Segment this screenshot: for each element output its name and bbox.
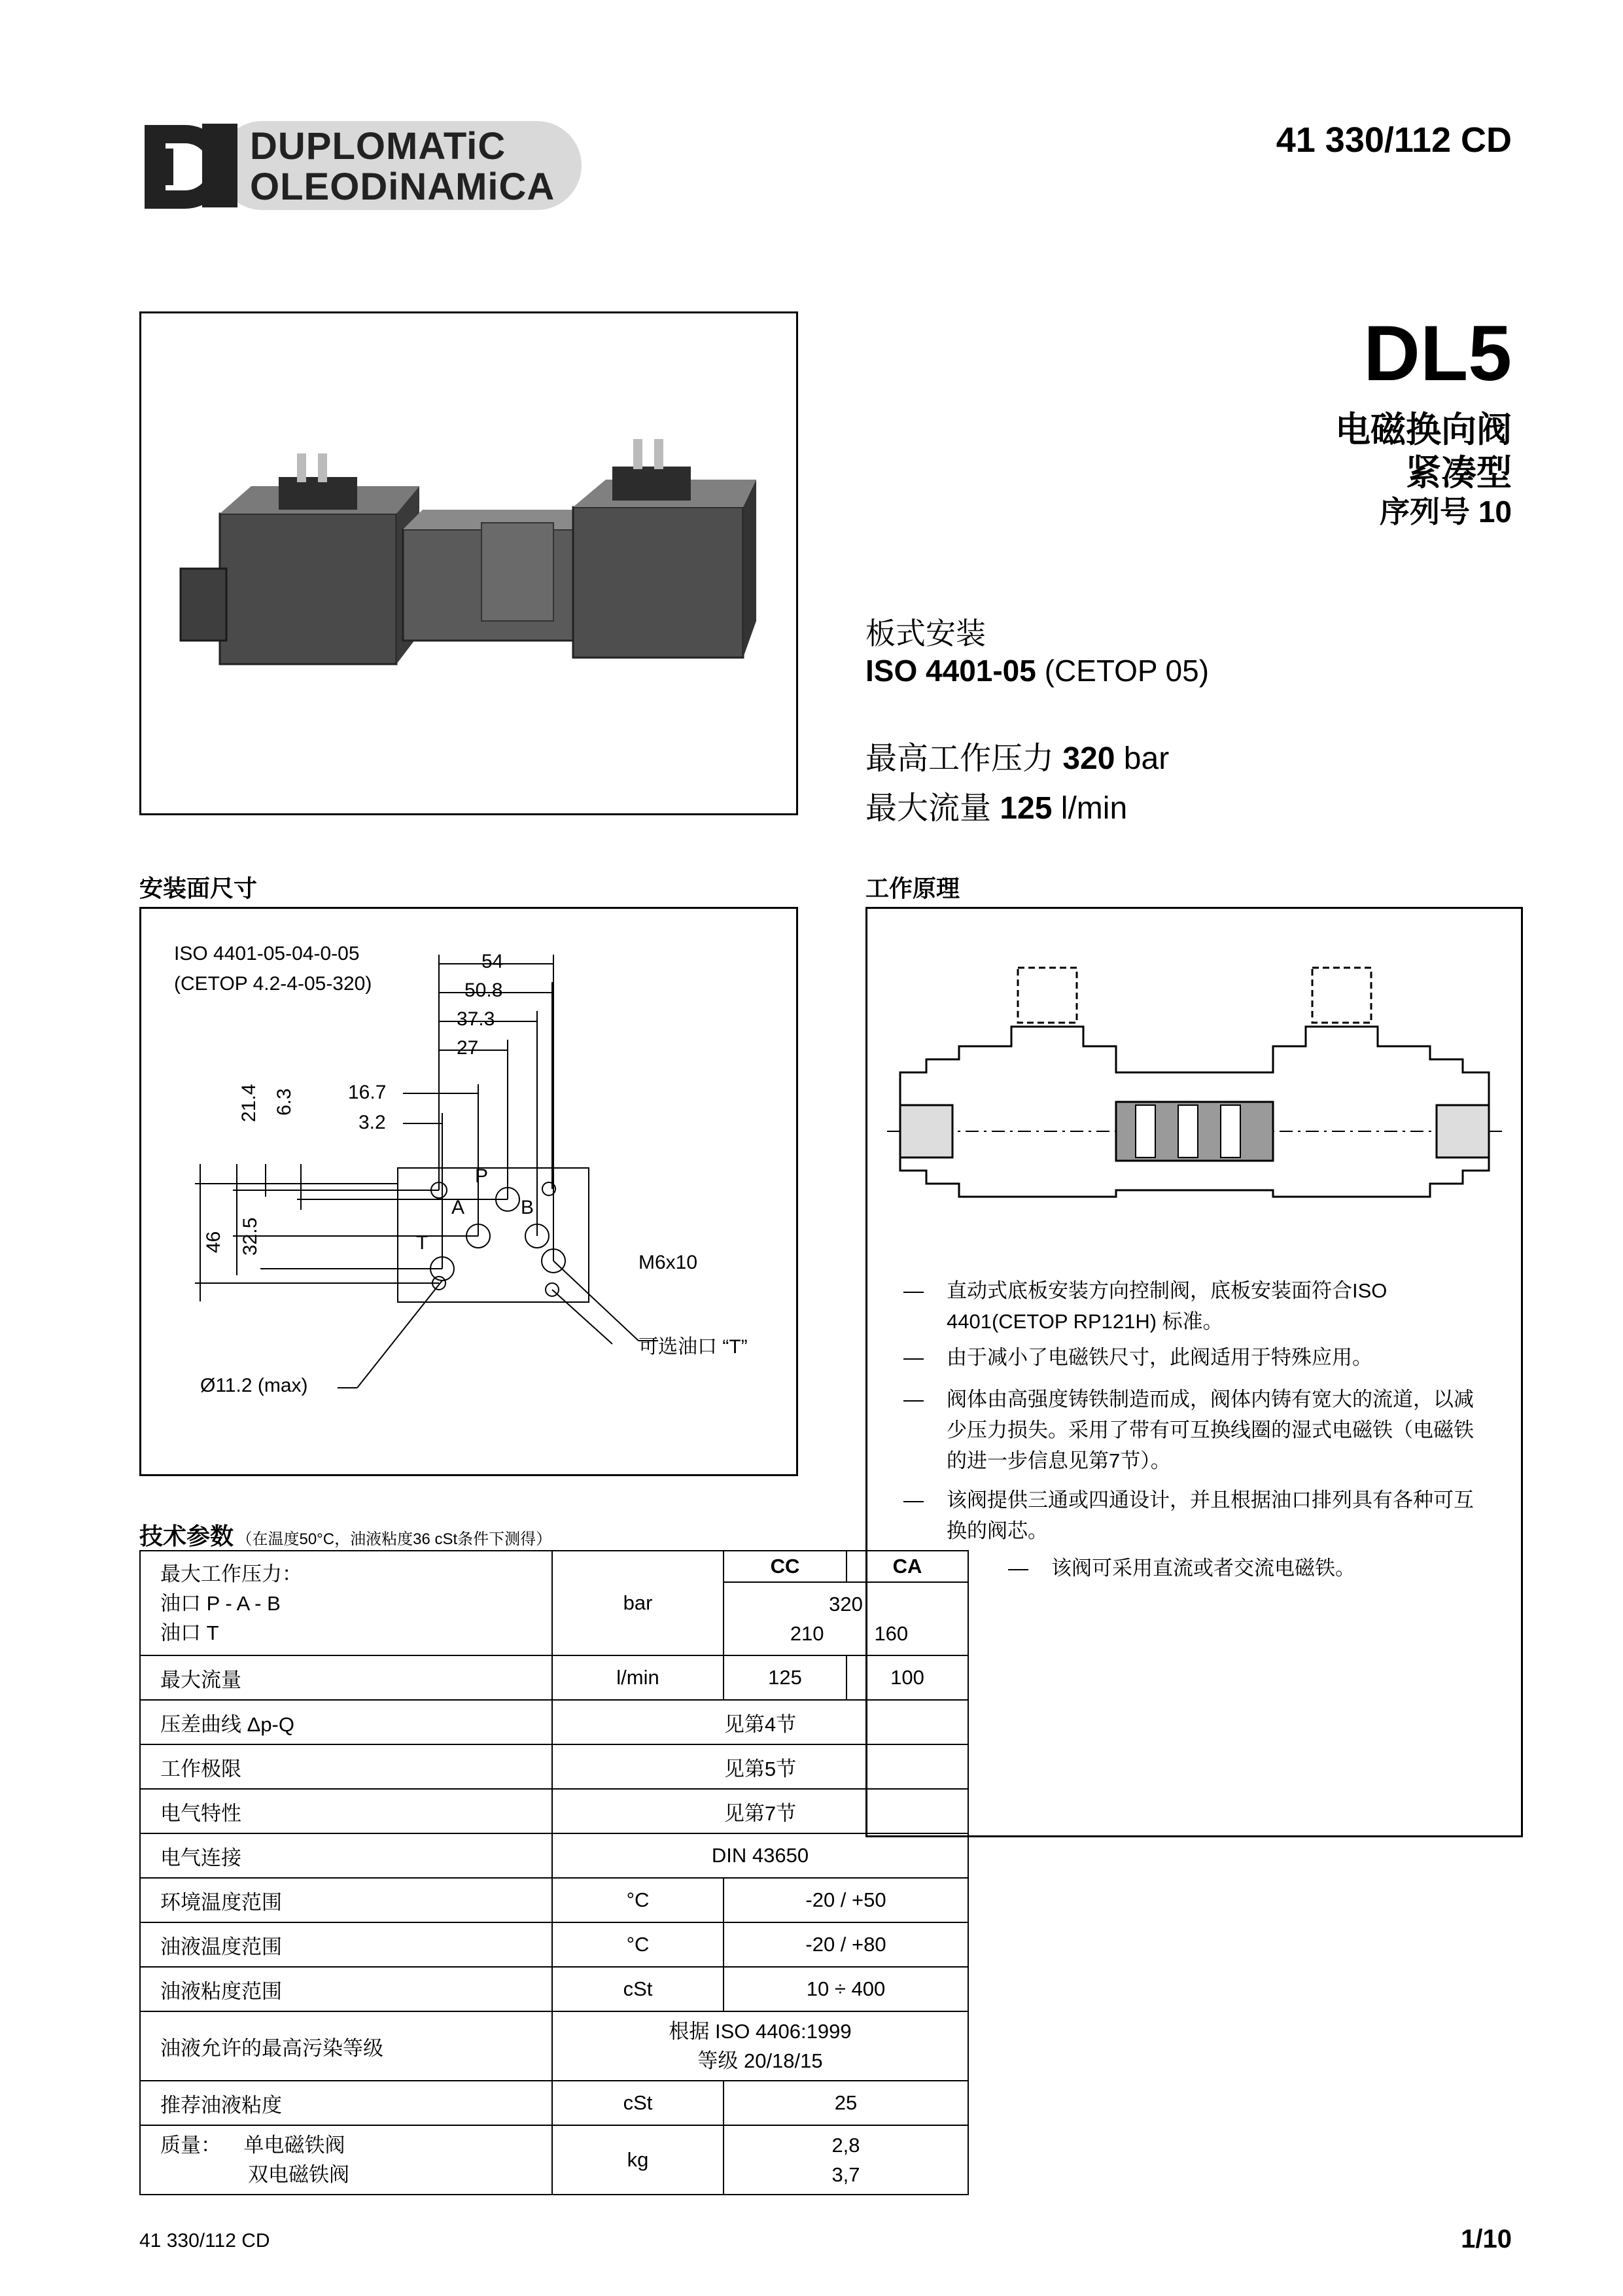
logo-text-line2: OLEODiNAMiCA <box>250 166 555 208</box>
max-pressure-unit: bar <box>1123 741 1170 776</box>
note-5-dash: — <box>1008 1557 1028 1580</box>
mounting-surface-frame <box>139 907 798 1476</box>
spec-label-line: 油口 P - A - B <box>160 1591 281 1615</box>
dim-21-4: 21.4 <box>238 1084 260 1122</box>
mounting-standard <box>865 653 1209 688</box>
spec-label: 推荐油液粘度 <box>140 2081 552 2125</box>
spec-value-ca: 100 <box>846 1655 968 1700</box>
note-2-dash: — <box>903 1346 924 1369</box>
spec-unit: cSt <box>552 1967 724 2011</box>
spec-value-pair <box>724 1619 968 1648</box>
spec-value: 见第7节 <box>552 1789 968 1833</box>
spec-label: 油液粘度范围 <box>140 1967 552 2011</box>
mounting-iso-line1: ISO 4401-05-04-0-05 <box>174 943 360 964</box>
spec-label-line: 双电磁铁阀 <box>248 2163 349 2186</box>
dim-50-8: 50.8 <box>464 980 503 1001</box>
note-1-text: 直动式底板安装方向控制阀，底板安装面符合ISO 4401(CETOP RP121H) 标准。 <box>947 1279 1387 1333</box>
spec-value <box>724 1582 968 1655</box>
specs-table <box>139 1550 969 2195</box>
col-header-ca: CA <box>846 1551 968 1582</box>
specs-title: 技术参数 <box>139 1523 234 1549</box>
dim-54: 54 <box>481 951 504 972</box>
spec-value-cc: 125 <box>724 1655 846 1700</box>
spec-unit: cSt <box>552 2081 724 2125</box>
note-1-dash: — <box>903 1279 924 1302</box>
table-row <box>140 1922 968 1967</box>
table-row <box>140 1744 968 1789</box>
spec-value: -20 / +80 <box>724 1922 968 1967</box>
mounting-standard-cetop: (CETOP 05) <box>1044 654 1210 688</box>
spec-value-line: 3,7 <box>831 2163 860 2186</box>
dim-3-2: 3.2 <box>358 1112 386 1133</box>
dim-37-3: 37.3 <box>457 1008 495 1030</box>
spec-value <box>724 2125 968 2195</box>
bore-label: Ø11.2 (max) <box>200 1375 308 1396</box>
spec-label <box>140 1551 552 1655</box>
spec-label-line: 最大工作压力： <box>160 1562 302 1585</box>
spec-value-line: 2,8 <box>831 2134 860 2157</box>
spec-value-ca: 160 <box>874 1622 909 1645</box>
mounting-standard-iso: ISO 4401-05 <box>865 654 1036 688</box>
model-name: DL5 <box>1363 309 1512 397</box>
spec-unit: kg <box>552 2125 724 2195</box>
table-row <box>140 2011 968 2081</box>
document-code: 41 330/112 CD <box>1276 120 1512 160</box>
operation-title: 工作原理 <box>865 875 960 902</box>
table-row <box>140 1700 968 1744</box>
spec-label: 工作极限 <box>140 1744 552 1789</box>
table-row <box>140 1551 968 1582</box>
mounting-type: 板式安装 <box>865 616 986 650</box>
series-label: 序列号 <box>1380 495 1471 529</box>
spec-label: 油液允许的最高污染等级 <box>140 2011 552 2081</box>
spec-label <box>140 2125 552 2195</box>
note-3-dash: — <box>903 1388 924 1411</box>
table-row <box>140 1789 968 1833</box>
spec-label: 环境温度范围 <box>140 1878 552 1922</box>
max-flow-unit: l/min <box>1060 791 1128 826</box>
spec-unit: l/min <box>552 1655 724 1700</box>
specs-condition: （在温度50°C，油液粘度36 cSt条件下测得） <box>236 1530 552 1548</box>
spec-value-cc: 210 <box>790 1622 824 1645</box>
mounting-iso-line2: (CETOP 4.2-4-05-320) <box>174 973 372 995</box>
max-pressure-label: 最高工作压力 <box>865 741 1055 776</box>
table-row <box>140 1655 968 1700</box>
note-3-text: 阀体由高强度铸铁制造而成，阀体内铸有宽大的流道，以减少压力损失。采用了带有可互换线圈的湿式电磁铁（电磁铁的进一步信息见第7节）。 <box>947 1388 1474 1472</box>
valve-section-drawing <box>867 909 1521 1236</box>
table-row <box>140 1878 968 1922</box>
spec-value: 见第4节 <box>552 1700 968 1744</box>
spec-unit: °C <box>552 1922 724 1967</box>
series-line <box>1380 488 1512 531</box>
port-t: T <box>416 1232 428 1254</box>
dim-16-7: 16.7 <box>348 1082 387 1103</box>
max-pressure-value: 320 <box>1062 741 1115 776</box>
dim-6-3: 6.3 <box>273 1088 295 1116</box>
series-number: 10 <box>1478 495 1512 529</box>
note-4-dash: — <box>903 1489 924 1511</box>
spec-label-line: 油口 T <box>160 1621 219 1644</box>
spec-value-line: 根据 ISO 4406:1999 <box>669 2020 852 2043</box>
spec-unit: °C <box>552 1878 724 1922</box>
mounting-surface-title: 安装面尺寸 <box>139 875 258 902</box>
dim-27: 27 <box>457 1037 479 1059</box>
spec-label: 最大流量 <box>140 1655 552 1700</box>
spec-label-line: 质量： 单电磁铁阀 <box>160 2134 345 2157</box>
table-row <box>140 2125 968 2195</box>
thread-label: M6x10 <box>638 1252 698 1273</box>
port-b: B <box>521 1197 534 1218</box>
note-2-text: 由于减小了电磁铁尺寸，此阀适用于特殊应用。 <box>947 1346 1372 1369</box>
product-type: 紧凑型 <box>1406 453 1512 493</box>
max-flow-label: 最大流量 <box>865 791 992 826</box>
col-header-cc: CC <box>724 1551 846 1582</box>
max-flow-value: 125 <box>1000 791 1053 826</box>
spec-value-line: 等级 20/18/15 <box>697 2049 823 2072</box>
dim-32-5: 32.5 <box>239 1217 261 1256</box>
max-flow <box>865 783 1127 828</box>
table-row <box>140 1967 968 2011</box>
spec-value: 10 ÷ 400 <box>724 1967 968 2011</box>
spec-value: DIN 43650 <box>552 1833 968 1878</box>
page-number: 1/10 <box>1461 2225 1512 2253</box>
note-5-text: 该阀可采用直流或者交流电磁铁。 <box>1051 1557 1355 1580</box>
spec-value-common: 320 <box>829 1593 863 1616</box>
spec-value: 25 <box>724 2081 968 2125</box>
table-row <box>140 1833 968 1878</box>
note-4-text: 该阀提供三通或四通设计，并且根据油口排列具有各种可互换的阀芯。 <box>947 1489 1474 1542</box>
spec-value: 见第5节 <box>552 1744 968 1789</box>
logo-text-line1: DUPLOMATiC <box>250 125 506 168</box>
spec-value <box>552 2011 968 2081</box>
specs-title-line <box>139 1518 551 1551</box>
optional-port-label: 可选油口 “T” <box>638 1336 748 1358</box>
spec-label: 油液温度范围 <box>140 1922 552 1967</box>
table-row <box>140 2081 968 2125</box>
footer-doc-code: 41 330/112 CD <box>139 2230 270 2252</box>
max-pressure <box>865 733 1169 778</box>
spec-label: 电气连接 <box>140 1833 552 1878</box>
spec-value: -20 / +50 <box>724 1878 968 1922</box>
port-p: P <box>475 1165 489 1187</box>
spec-unit: bar <box>552 1551 724 1655</box>
spec-label: 压差曲线 Δp-Q <box>140 1700 552 1744</box>
dim-46: 46 <box>203 1231 224 1253</box>
product-name: 电磁换向阀 <box>1335 410 1512 450</box>
spec-label: 电气特性 <box>140 1789 552 1833</box>
product-photo <box>139 311 798 815</box>
port-a: A <box>451 1197 465 1218</box>
